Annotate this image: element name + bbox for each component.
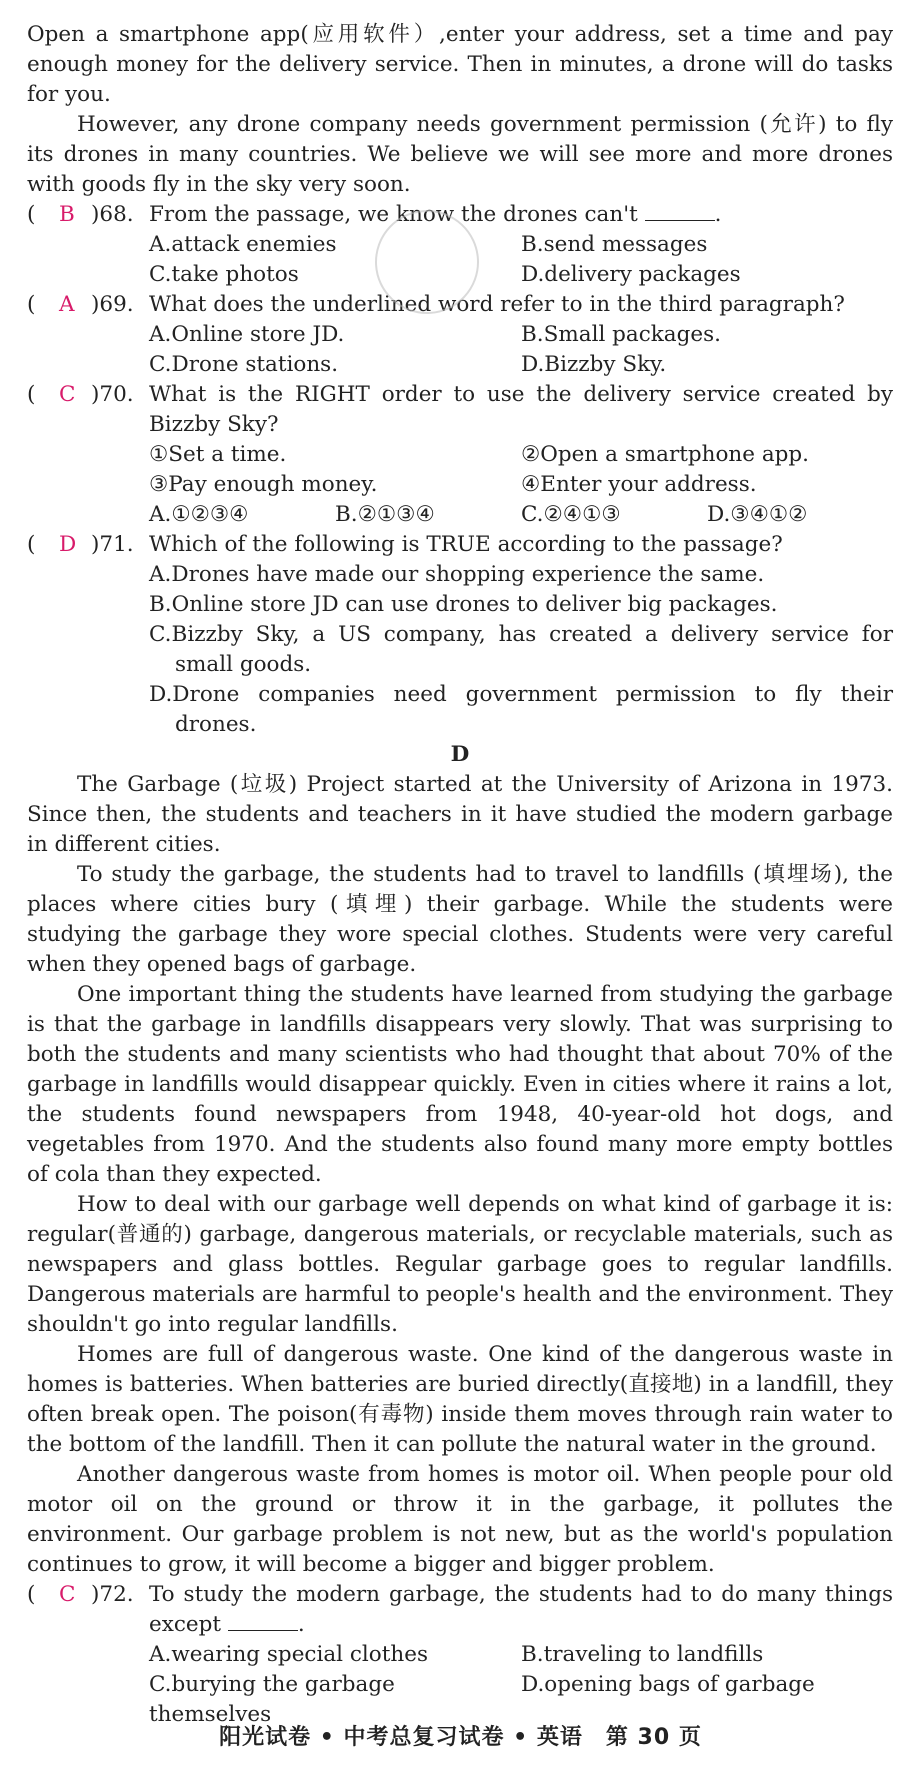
option-d: D.delivery packages [521,262,741,287]
option-c: C.burying the garbage themselves [149,1672,395,1727]
option-d: D.Bizzby Sky. [521,352,667,377]
option-b: B.traveling to landfills [521,1642,764,1667]
question-number: )69. [91,292,134,317]
answer-mark: B [59,202,75,227]
step: ④Enter your address. [521,472,757,497]
options [149,320,893,350]
option-b: B.Small packages. [521,322,721,347]
option-d: D.③④①② [707,502,808,527]
question-stem: Which of the following is TRUE according to the passage? [149,532,783,557]
steps [149,470,893,500]
option-d: D.Drone companies need government permission to fly their drones. [149,682,893,737]
answer-blank [645,200,715,221]
answer-blank [228,1610,298,1631]
question-stem: What is the RIGHT order to use the delivery service created by Bizzby Sky? [149,382,893,437]
answer-mark: C [59,1582,76,1607]
options [149,500,893,530]
answer-mark: C [59,382,76,407]
question-stem: What does the underlined word refer to in the third paragraph? [149,292,845,317]
answer-mark: D [59,532,77,557]
answer-mark: A [59,292,75,317]
options [149,230,893,260]
option-b: B.send messages [521,232,708,257]
question-69: ( A )69. What does the underlined word refer to in the third paragraph? A.Online store JD. B.Small packages. C.Drone stations. D.Bizzby Sky. [27,290,893,380]
page-footer: 阳光试卷 • 中考总复习试卷 • 英语 第 30 页 [219,1725,702,1750]
options [149,350,893,380]
option-a: A.Drones have made our shopping experience the same. [149,562,765,587]
option-a: A.①②③④ [149,502,249,527]
paragraph: How to deal with our garbage well depends on what kind of garbage it is: regular(普通的) garbage, dangerous materials, or recyclable materials, such as newspapers and glass bottles. Regular garbage goes to regular landfills. Dangerous materials are harmful to people's health and the environment. They shouldn't go into regular landfills. [27,1192,893,1337]
paragraph: One important thing the students have learned from studying the garbage is that the garbage in landfills disappears very slowly. That was surprising to both the students and many scientists who had thought that about 70% of the garbage in landfills would disappear quickly. Even in cities where it rains a lot, the students found newspapers from 1948, 40-year-old hot dogs, and vegetables from 1970. And the students also found many more empty bottles of cola than they expected. [27,982,893,1187]
step: ③Pay enough money. [149,472,378,497]
option-c: C.Bizzby Sky, a US company, has created a delivery service for small goods. [149,622,893,677]
option-a: A.wearing special clothes [149,1642,428,1667]
option-c: C.take photos [149,262,299,287]
steps [149,440,893,470]
question-70: ( C )70. What is the RIGHT order to use the delivery service created by Bizzby Sky? ①Set a time. ②Open a smartphone app. ③Pay enough money. ④Enter your address. A.①②③④ B.②①③④ C.②④①③ D.③④①② [27,380,893,530]
option-c: C.Drone stations. [149,352,339,377]
question-number: )70. [91,382,134,407]
question-number: )68. [91,202,134,227]
paragraph: However, any drone company needs government permission (允许) to fly its drones in many countries. We believe we will see more and more drones with goods fly in the sky very soon. [27,112,893,197]
question-72: ( C )72. To study the modern garbage, the students had to do many things except . A.wearing special clothes B.traveling to landfills C.burying the garbage themselves D.opening bags of garbage [27,1580,893,1730]
paragraph: Open a smartphone app(应用软件）,enter your address, set a time and pay enough money for the delivery service. Then in minutes, a drone will do tasks for you. [27,22,893,107]
option-b: B.②①③④ [335,502,435,527]
question-68: ( B )68. From the passage, we know the drones can't . A.attack enemies B.send messages C.take photos D.delivery packages [27,200,893,290]
question-number: )72. [91,1582,134,1607]
option-a: A.attack enemies [149,232,337,257]
question-71: ( D )71. Which of the following is TRUE according to the passage? A.Drones have made our shopping experience the same. B.Online store JD can use drones to deliver big packages. C.Bizzby Sky, a US company, has created a delivery service for small goods. D.Drone companies need government permission to fly their drones. [27,530,893,740]
option-c: C.②④①③ [521,502,621,527]
paragraph: Another dangerous waste from homes is motor oil. When people pour old motor oil on the ground or throw it in the garbage, it pollutes the environment. Our garbage problem is not new, but as the world's population continues to grow, it will become a bigger and bigger problem. [27,1462,893,1577]
question-number: )71. [91,532,134,557]
paragraph: The Garbage (垃圾) Project started at the University of Arizona in 1973. Since then, the students and teachers in it have studied the modern garbage in different cities. [27,772,893,857]
option-d: D.opening bags of garbage [521,1672,815,1697]
question-stem: To study the modern garbage, the students had to do many things except [149,1582,893,1637]
options [149,1640,893,1670]
option-a: A.Online store JD. [149,322,345,347]
section-label: D [450,742,470,767]
options [149,260,893,290]
step: ②Open a smartphone app. [521,442,810,467]
question-stem: From the passage, we know the drones can't [149,202,638,227]
paragraph: To study the garbage, the students had to travel to landfills (填埋场), the places where cities bury (填埋) their garbage. While the students were studying the garbage they wore special clothes. Students were very careful when they opened bags of garbage. [27,862,893,977]
step: ①Set a time. [149,442,287,467]
option-b: B.Online store JD can use drones to deliver big packages. [149,592,778,617]
paragraph: Homes are full of dangerous waste. One kind of the dangerous waste in homes is batteries. When batteries are buried directly(直接地) in a landfill, they often break open. The poison(有毒物) inside them moves through rain water to the bottom of the landfill. Then it can pollute the natural water in the ground. [27,1342,893,1457]
